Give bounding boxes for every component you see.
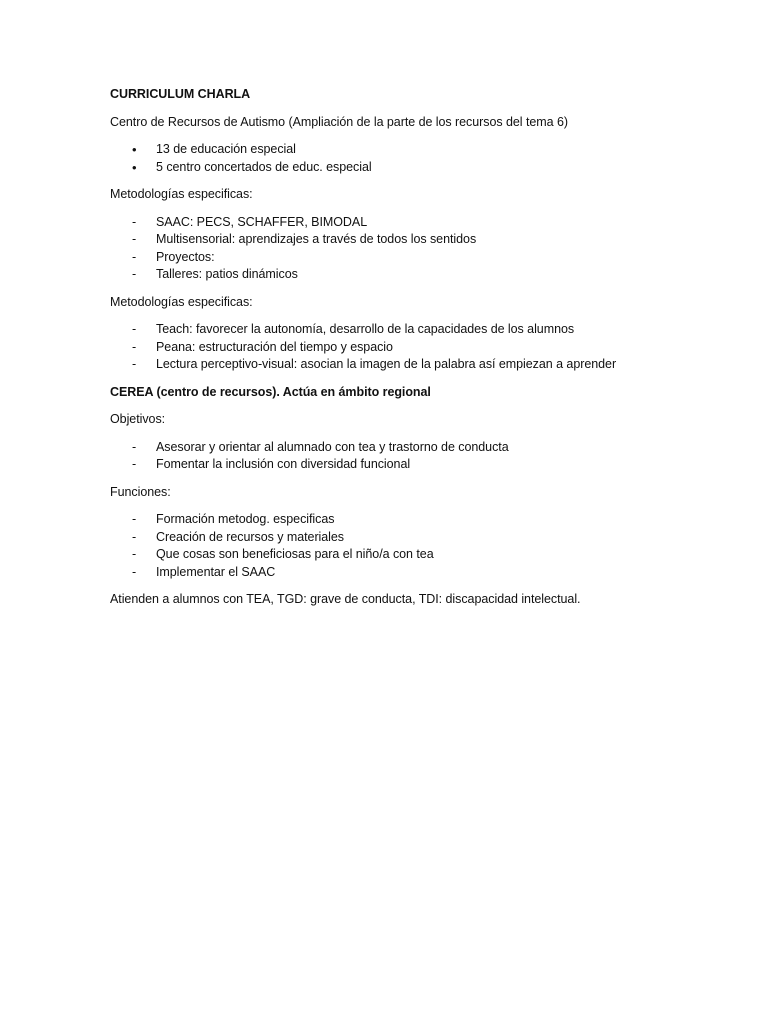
document-body xyxy=(110,86,710,619)
dash-marker: - xyxy=(132,457,137,471)
list-item-text: Que cosas son beneficiosas para el niño/a con tea xyxy=(156,547,434,561)
list-item xyxy=(110,214,710,232)
dash-marker: - xyxy=(132,357,137,371)
list-item-text: 5 centro concertados de educ. especial xyxy=(156,159,372,174)
list-item-text: Multisensorial: aprendizajes a través de todos los sentidos xyxy=(156,232,477,246)
list-item-text: Formación metodog. especificas xyxy=(156,512,335,526)
list-item-text: Creación de recursos y materiales xyxy=(156,529,345,544)
list-item xyxy=(110,564,710,582)
list-item xyxy=(110,439,710,457)
intro-paragraph: Centro de Recursos de Autismo (Ampliación de la parte de los recursos del tema 6) xyxy=(110,114,568,129)
list-item-text: Talleres: patios dinámicos xyxy=(156,267,298,281)
cerea-heading: CEREA (centro de recursos). Actúa en ámbito regional xyxy=(110,384,431,399)
objectives-list xyxy=(110,439,710,474)
dash-marker: - xyxy=(132,232,137,246)
list-item-text: Implementar el SAAC xyxy=(156,564,276,579)
list-item-text: Proyectos: xyxy=(156,249,215,264)
dash-marker: - xyxy=(132,439,137,454)
list-item-text: Peana: estructuración del tiempo y espacio xyxy=(156,339,393,354)
list-item-text: SAAC: PECS, SCHAFFER, BIMODAL xyxy=(156,214,368,229)
methods-list-1 xyxy=(110,214,710,284)
dash-marker: - xyxy=(132,322,137,336)
document-title: CURRICULUM CHARLA xyxy=(110,87,251,101)
methods-list-2 xyxy=(110,321,710,374)
list-item xyxy=(110,141,710,159)
functions-heading: Funciones: xyxy=(110,484,171,499)
list-item xyxy=(110,231,710,249)
methods-heading-1: Metodologías especificas: xyxy=(110,187,253,201)
list-item xyxy=(110,546,710,564)
list-item xyxy=(110,266,710,284)
list-item xyxy=(110,511,710,529)
list-item xyxy=(110,249,710,267)
methods-heading-2: Metodologías especificas: xyxy=(110,294,253,309)
dash-marker: - xyxy=(132,249,137,264)
list-item xyxy=(110,159,710,177)
list-item-text: Lectura perceptivo-visual: asocian la imagen de la palabra así empiezan a aprender xyxy=(156,357,617,371)
dash-marker: - xyxy=(132,529,137,544)
dash-marker: - xyxy=(132,214,137,229)
bullet-marker: • xyxy=(132,142,137,157)
list-item xyxy=(110,321,710,339)
list-item-text: 13 de educación especial xyxy=(156,142,296,156)
list-item-text: Fomentar la inclusión con diversidad funcional xyxy=(156,457,411,471)
closing-paragraph: Atienden a alumnos con TEA, TGD: grave de conducta, TDI: discapacidad intelectual. xyxy=(110,592,581,606)
dash-marker: - xyxy=(132,267,137,281)
functions-list xyxy=(110,511,710,581)
dash-marker: - xyxy=(132,547,137,561)
list-item-text: Asesorar y orientar al alumnado con tea y trastorno de conducta xyxy=(156,439,509,454)
list-item xyxy=(110,339,710,357)
dash-marker: - xyxy=(132,564,137,579)
list-item xyxy=(110,456,710,474)
list-item-text: Teach: favorecer la autonomía, desarrollo de la capacidades de los alumnos xyxy=(156,322,575,336)
dash-marker: - xyxy=(132,512,137,526)
objectives-heading: Objetivos: xyxy=(110,412,166,426)
dash-marker: - xyxy=(132,339,137,354)
bullet-marker: • xyxy=(132,159,137,175)
list-item xyxy=(110,529,710,547)
list-item xyxy=(110,356,710,374)
centers-list xyxy=(110,141,710,176)
